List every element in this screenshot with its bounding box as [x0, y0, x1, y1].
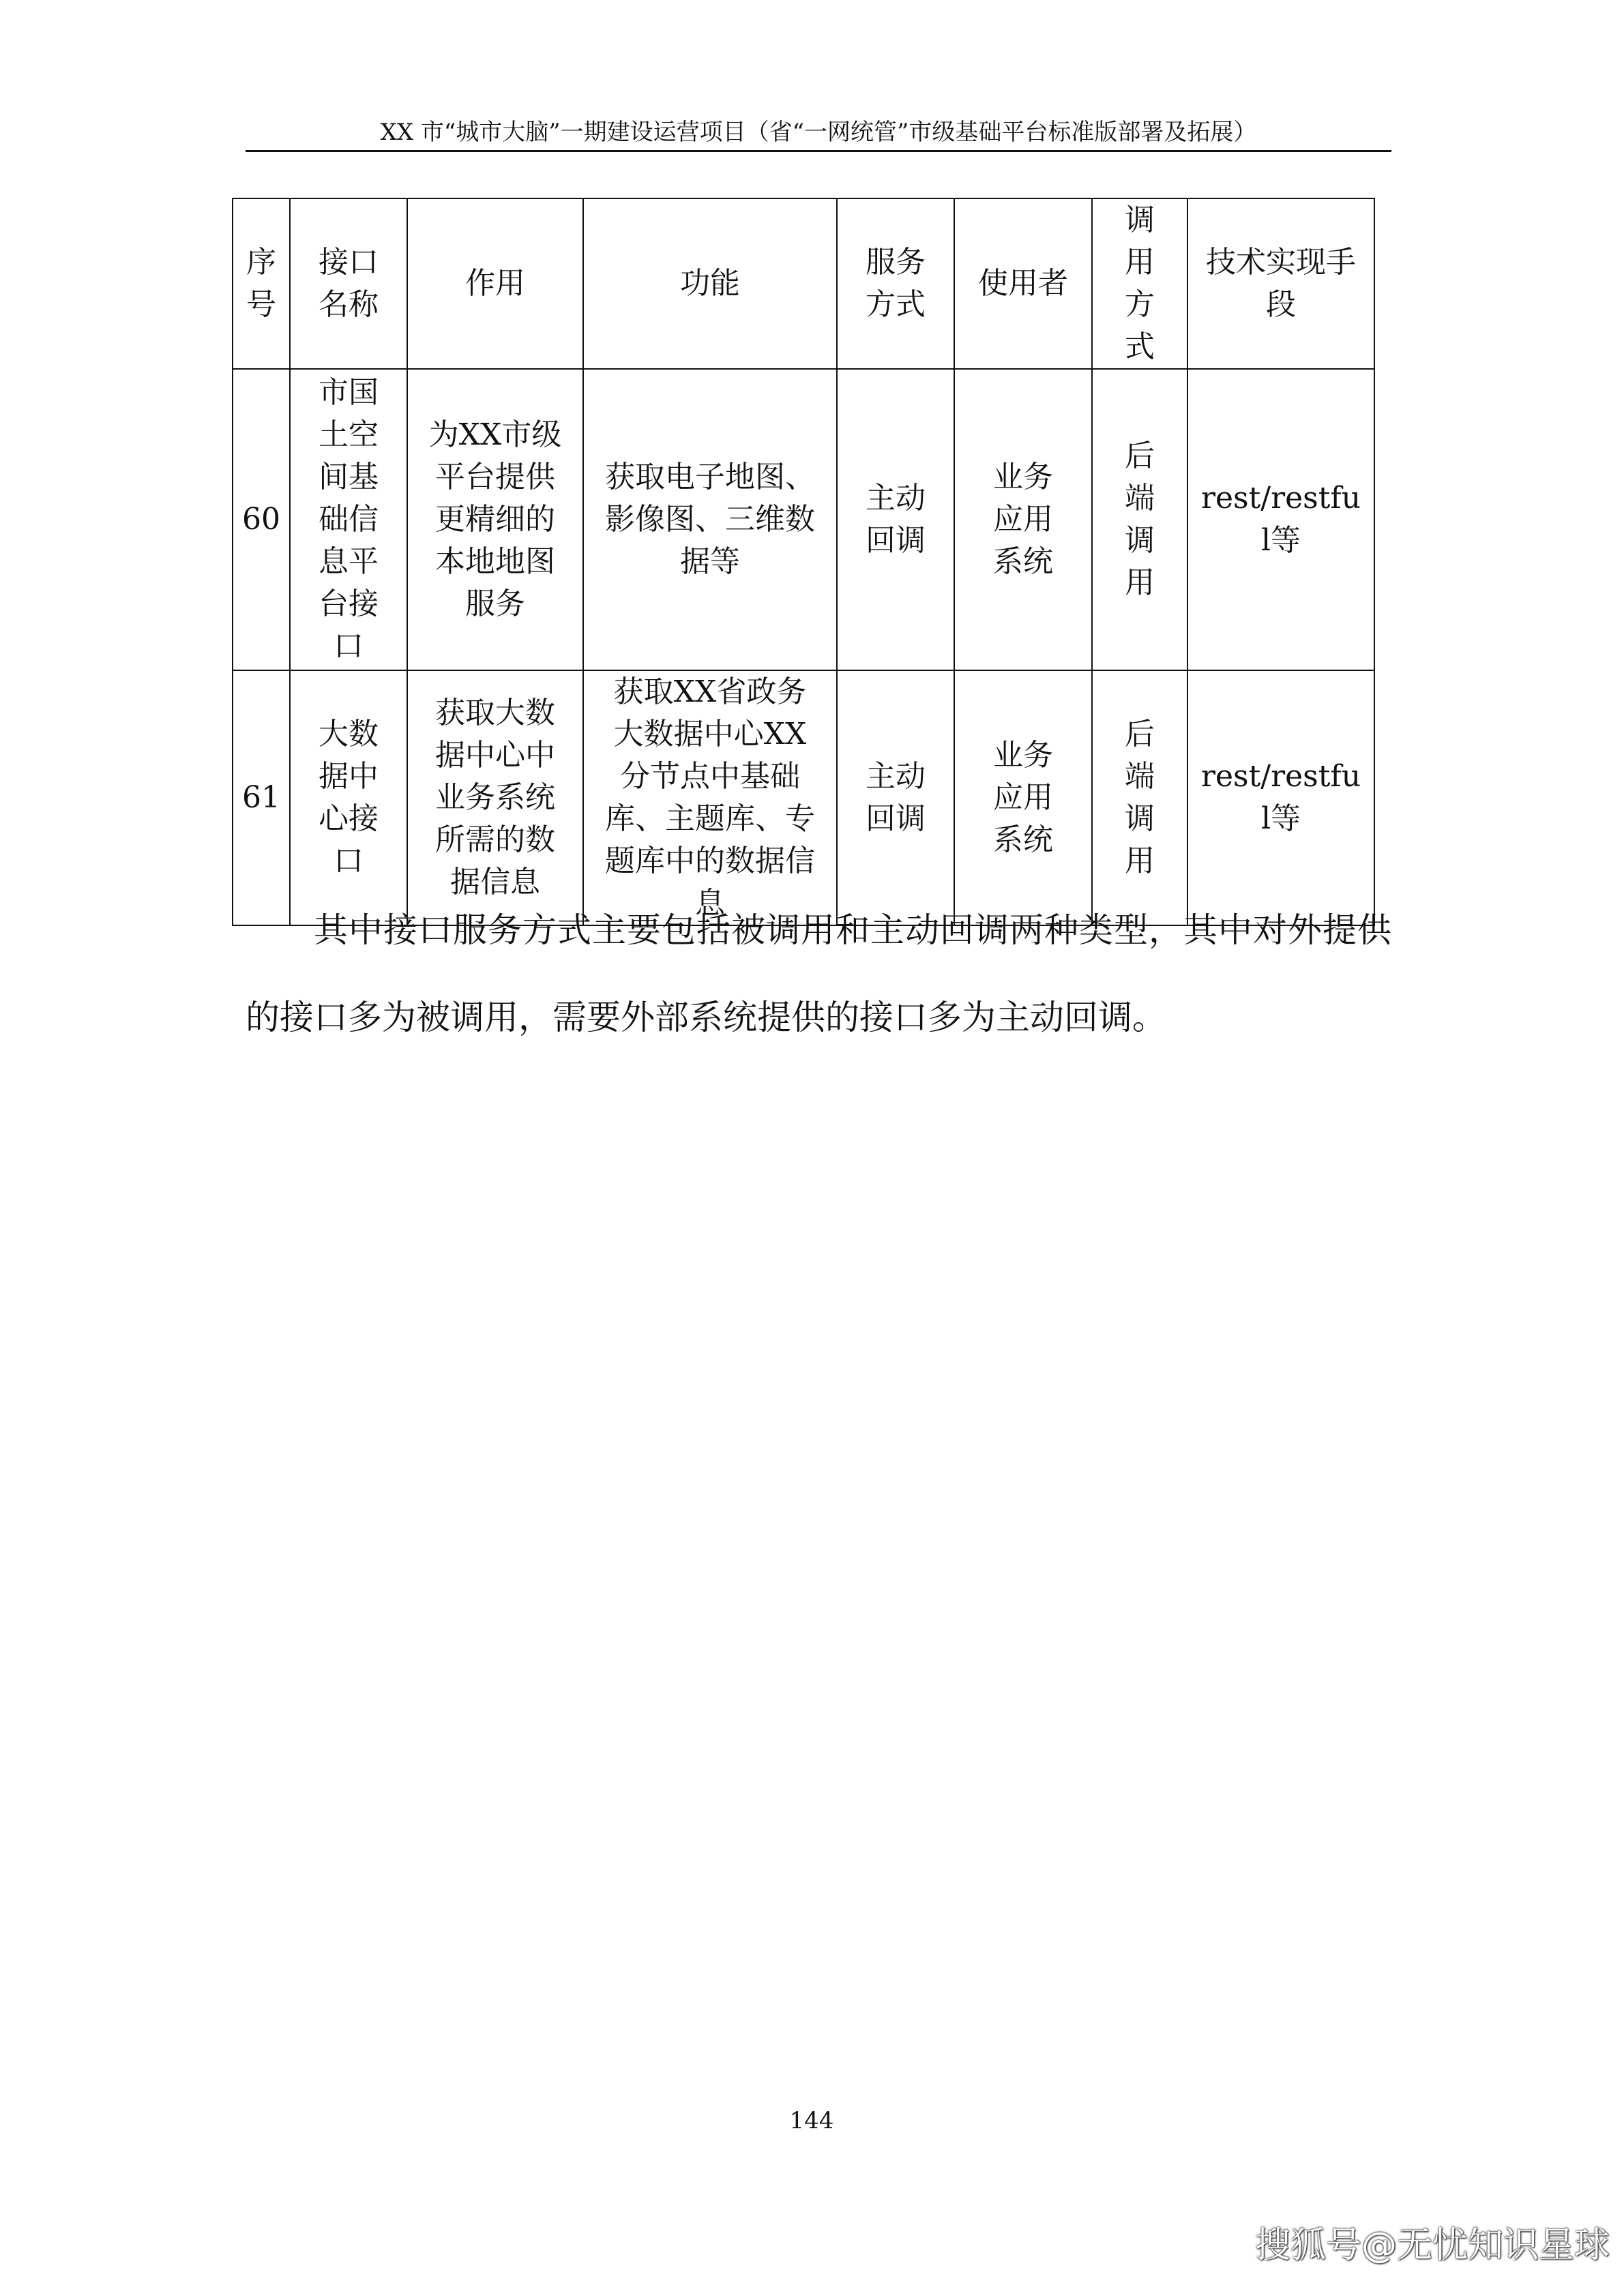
col-header-service-mode: 服务方式	[837, 198, 954, 369]
cell-purpose: 为XX市级平台提供更精细的本地地图服务	[407, 369, 583, 670]
cell-user: 业务应用系统	[954, 670, 1092, 925]
col-header-function: 功能	[583, 198, 837, 369]
cell-no: 60	[233, 369, 290, 670]
cell-function: 获取电子地图、影像图、三维数据等	[583, 369, 837, 670]
body-paragraph: 其中接口服务方式主要包括被调用和主动回调两种类型，其中对外提供的接口多为被调用，需要外部系统提供的接口多为主动回调。	[246, 910, 1391, 1037]
col-header-call-mode: 调用方式	[1092, 198, 1187, 369]
page-header-title: XX 市“城市大脑”一期建设运营项目（省“一网统管”市级基础平台标准版部署及拓展）	[380, 119, 1257, 146]
watermark-text: 搜狐号@无忧知识星球	[1254, 2225, 1610, 2266]
interface-table	[232, 198, 1375, 926]
col-header-name: 接口名称	[290, 198, 407, 369]
col-header-user: 使用者	[954, 198, 1092, 369]
page-number: 144	[789, 2107, 834, 2134]
cell-call-mode: 后端调用	[1092, 670, 1187, 925]
header-rule	[246, 150, 1391, 152]
table-row	[233, 369, 1374, 670]
col-header-tech: 技术实现手段	[1187, 198, 1374, 369]
cell-user: 业务应用系统	[954, 369, 1092, 670]
cell-name: 市国土空间基础信息平台接口	[290, 369, 407, 670]
cell-tech: rest/restful等	[1187, 369, 1374, 670]
cell-service-mode: 主动回调	[837, 670, 954, 925]
table-header-row	[233, 198, 1374, 369]
cell-purpose: 获取大数据中心中业务系统所需的数据信息	[407, 670, 583, 925]
cell-function: 获取XX省政务大数据中心XX分节点中基础库、主题库、专题库中的数据信息	[583, 670, 837, 925]
cell-name: 大数据中心接口	[290, 670, 407, 925]
cell-call-mode: 后端调用	[1092, 369, 1187, 670]
cell-no: 61	[233, 670, 290, 925]
col-header-purpose: 作用	[407, 198, 583, 369]
cell-tech: rest/restful等	[1187, 670, 1374, 925]
cell-service-mode: 主动回调	[837, 369, 954, 670]
col-header-no: 序号	[233, 198, 290, 369]
